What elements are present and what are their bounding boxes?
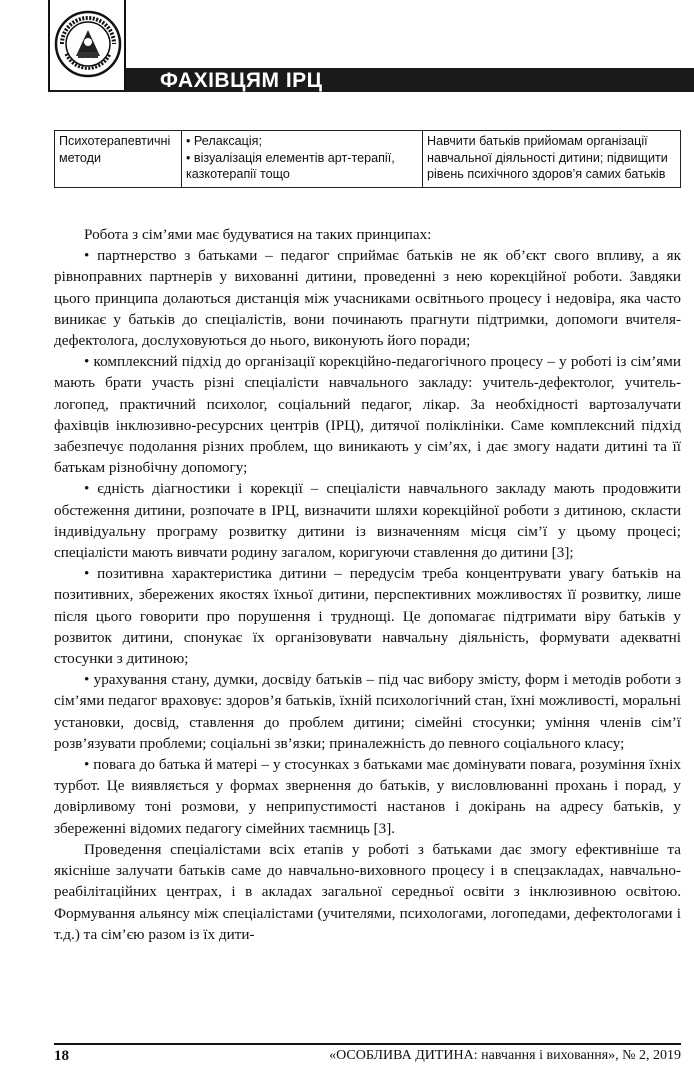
method-cell: Психотерапевтичні методи xyxy=(55,131,182,188)
journal-title: «ОСОБЛИВА ДИТИНА: навчання і виховання», № 2, 2019 xyxy=(329,1048,681,1063)
article-body xyxy=(54,224,681,945)
techniques-cell xyxy=(182,131,423,188)
principle-partnership: • партнерство з батьками – педагог сприймає батьків не як об’єкт свого впливу, а як рівноправних партнерів у вихованні дитини, проведенні з нею корекційної роботи. Завдяки цього принципа долаються дистанція між учасниками освітнього процесу і недовіра, яка часто виникає у батьків до спеціалістів, вони починають прагнути підтримки, допомоги вчителя-дефектолога, дослуховуються до нього, виконують його поради; xyxy=(54,247,681,350)
intro-paragraph: Робота з сім’ями має будуватися на таких принципах: xyxy=(84,226,432,243)
principle-positive-characteristic: • позитивна характеристика дитини – передусім треба концентрувати увагу батьків на позитивних, збережених якостях їхньої дитини, перспективних можливостях її розвитку, лише після цього говорити про порушення і труднощі. Це допомагає підтримати віру батьків у розвиток дитини, спонукає їх організовувати навчальну діяльність, формувати адекватні стосунки з дитиною; xyxy=(54,565,681,668)
footer-divider xyxy=(54,1043,681,1045)
section-title: ФАХІВЦЯМ ІРЦ xyxy=(160,69,323,92)
methods-table xyxy=(54,130,681,188)
goal-cell: Навчити батьків прийомам організації навчальної діяльності дитини; підвищити рівень психічного здоров’я самих батьків xyxy=(423,131,681,188)
technique-item: • візуалізація елементів арт-терапії, казкотерапії тощо xyxy=(186,150,395,182)
institute-seal-icon xyxy=(54,8,122,80)
section-header-bar xyxy=(48,68,694,92)
principle-respect: • повага до батька й матері – у стосунках з батьками має домінувати повага, розуміння їхніх турбот. Це виявляється у формах звернення до батьків, у висловлюванні прохань і порад, у довірливому тоні розмови, у неприпустимості настанов і докірань на адресу батьків, у збереженні відомих педагогу сімейних таємниць [3]. xyxy=(54,756,681,837)
conclusion-paragraph: Проведення спеціалістами всіх етапів у роботі з батьками дає змогу ефективніше та якісніше залучати батьків саме до навчально-виховного процесу і в спецзакладах, навчально-реабілітаційних центрах, і в акладах загальної середньої освіти з інклюзивною освітою. Формування альянсу між спеціалістами (учителями, психологами, логопедами, дефектологами і т.д.) та сім’єю разом із їх дити- xyxy=(54,840,681,943)
technique-item: • Релаксація; xyxy=(186,134,262,148)
page-number: 18 xyxy=(54,1048,69,1064)
journal-logo xyxy=(48,0,126,90)
principle-diagnostics-correction: • єдність діагностики і корекції – спеціалісти навчального закладу мають продовжити обстеження дитини, розпочате в ІРЦ, визначити шляхи корекційної роботи з дитиною, скласти індивідуальну програму розвитку дитини із визначенням місця сім’ї у цьому процесі; спеціалісти мають вивчати родину загалом, коригуючи ставлення до дитини [3]; xyxy=(54,480,681,562)
principle-parents-experience: • урахування стану, думки, досвіду батьків – під час вибору змісту, форм і методів роботи з сім’ями педагог враховує: здоров’я батьків, їхній психологічний стан, їхні можливості, моральні установки, досвід, ставлення до проблем дитини; сімейні стосунки; уміння членів сім’ї розв’язувати проблеми; соціальні зв’язки; приналежність до певного соціального класу; xyxy=(54,671,681,752)
principle-complex-approach: • комплексний підхід до організації корекційно-педагогічного процесу – у роботі із сім’ями мають брати участь різні спеціалісти навчального закладу: учитель-дефектолог, учитель-логопед, практичний психолог, соціальний педагог, лікар. За необхідності вартозалучати фахівців інклюзивно-ресурсних центрів (ІРЦ), дитячої поліклініки. Саме комплексний підхід забезпечує подолання різних проблем, що виникають у сім’ях, і дає змогу надати дитині та її батькам різнобічну допомогу; xyxy=(54,353,681,477)
table-row xyxy=(55,131,681,188)
